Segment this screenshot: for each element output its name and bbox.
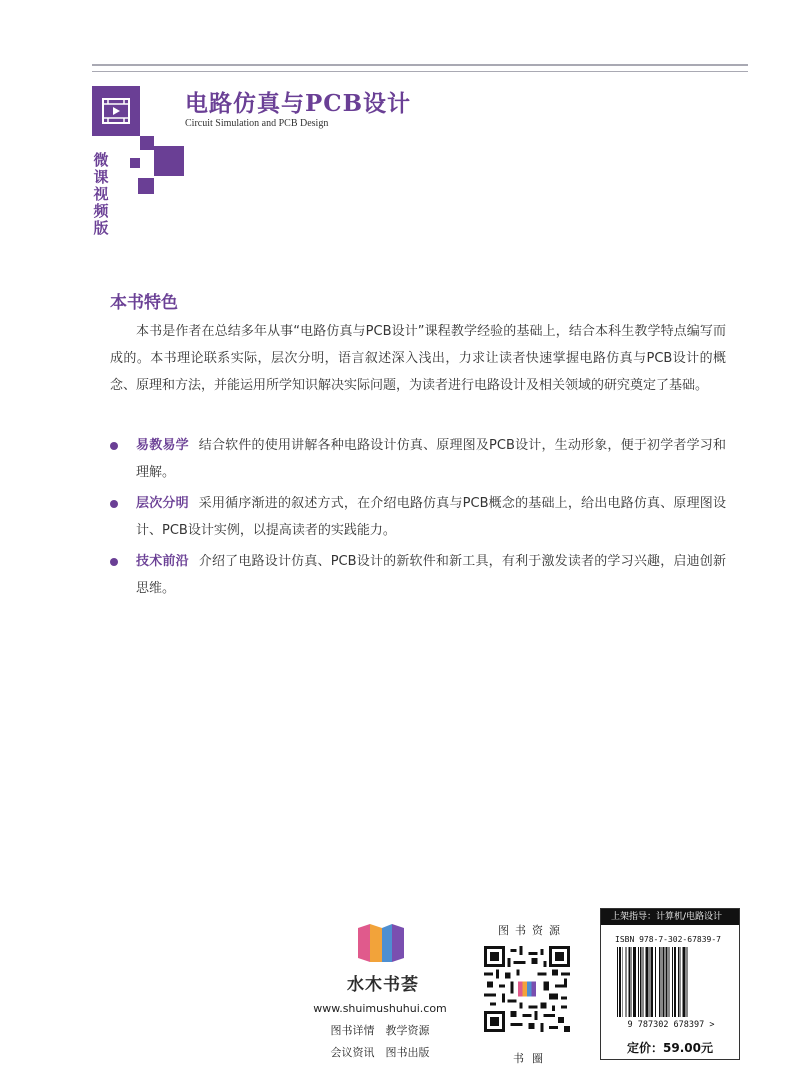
barcode-bar: [649, 947, 650, 1017]
isbn-number: ISBN 978-7-302-67839-7: [615, 935, 721, 944]
feature-title: 层次分明: [136, 496, 189, 511]
video-icon: [92, 86, 140, 136]
barcode-bar: [651, 947, 653, 1017]
resources-title: 图书资源: [498, 924, 566, 937]
edition-vertical-label: 微 课 视 频 版: [93, 151, 109, 237]
price: 定价：59.00元: [627, 1041, 713, 1055]
barcode-bar: [678, 947, 679, 1017]
decor-square: [140, 136, 154, 150]
publisher-services-1: 图书详情 教学资源: [330, 1024, 430, 1037]
barcode-bar: [619, 947, 621, 1017]
top-rule-thick: [92, 64, 748, 66]
feature-bullet: [110, 490, 726, 544]
barcode-bar: [659, 947, 660, 1017]
barcode-bar: [665, 947, 667, 1017]
feature-text: 介绍了电路设计仿真、PCB设计的新软件和新工具，有利于激发读者的学习兴趣，启迪创新思维。: [136, 554, 726, 596]
bullet-dot-icon: [110, 500, 118, 508]
qr-label: 书圈: [513, 1052, 551, 1065]
book-title: 电路仿真与PCB设计: [185, 90, 412, 117]
book-title-english: Circuit Simulation and PCB Design: [185, 118, 329, 129]
decor-square: [138, 178, 154, 194]
barcode-bar: [668, 947, 669, 1017]
barcode-bar: [638, 947, 639, 1017]
features-heading: 本书特色: [110, 293, 178, 313]
barcode-bar: [626, 947, 627, 1017]
qr-code-icon[interactable]: [484, 946, 570, 1032]
barcode-bar: [683, 947, 686, 1017]
feature-bullet: [110, 432, 726, 486]
bullet-dot-icon: [110, 442, 118, 450]
publisher-services-2: 会议资讯 图书出版: [330, 1046, 430, 1059]
barcode-bar: [617, 947, 618, 1017]
barcode-bar: [633, 947, 636, 1017]
barcode-bar: [663, 947, 665, 1017]
top-rule-thin: [92, 71, 748, 72]
publisher-url[interactable]: www.shuimushuhui.com: [313, 1002, 447, 1015]
barcode-bar: [631, 947, 632, 1017]
isbn-block: [600, 908, 740, 1060]
feature-bullet: [110, 548, 726, 602]
barcode-digits: 9 787302 678397 >: [627, 1020, 715, 1029]
barcode-bar: [628, 947, 630, 1017]
publisher-logo-icon: [356, 922, 406, 966]
shelf-category: 上架指导：计算机/电路设计: [601, 909, 739, 925]
feature-title: 易教易学: [136, 438, 189, 453]
publisher-name: 水木书荟: [347, 975, 419, 995]
barcode-bar: [674, 947, 676, 1017]
feature-title: 技术前沿: [136, 554, 189, 569]
barcode-bar: [646, 947, 649, 1017]
decor-square: [130, 158, 140, 168]
barcode-icon: [615, 947, 727, 1029]
barcode-bar: [643, 947, 644, 1017]
barcode-bar: [640, 947, 642, 1017]
features-intro: 本书是作者在总结多年从事“电路仿真与PCB设计”课程教学经验的基础上，结合本科生教学特点编写而成的。本书理论联系实际，层次分明，语言叙述深入浅出，力求让读者快速掌握电路仿真与PCB设计的概念、原理和方法，并能运用所学知识解决实际问题，为读者进行电路设计及相关领域的研究奠定了基础。: [110, 324, 726, 393]
decor-square: [154, 146, 184, 176]
barcode-bar: [672, 947, 673, 1017]
bullet-dot-icon: [110, 558, 118, 566]
feature-text: 结合软件的使用讲解各种电路设计仿真、原理图及PCB设计，生动形象，便于初学者学习和理解。: [136, 438, 726, 480]
barcode-bar: [655, 947, 656, 1017]
feature-text: 采用循序渐进的叙述方式，在介绍电路仿真与PCB概念的基础上，给出电路仿真、原理图设计、PCB设计实例，以提高读者的实践能力。: [136, 496, 726, 538]
barcode-bar: [622, 947, 623, 1017]
barcode-bar: [661, 947, 662, 1017]
barcode-bar: [680, 947, 681, 1017]
barcode-bar: [686, 947, 687, 1017]
